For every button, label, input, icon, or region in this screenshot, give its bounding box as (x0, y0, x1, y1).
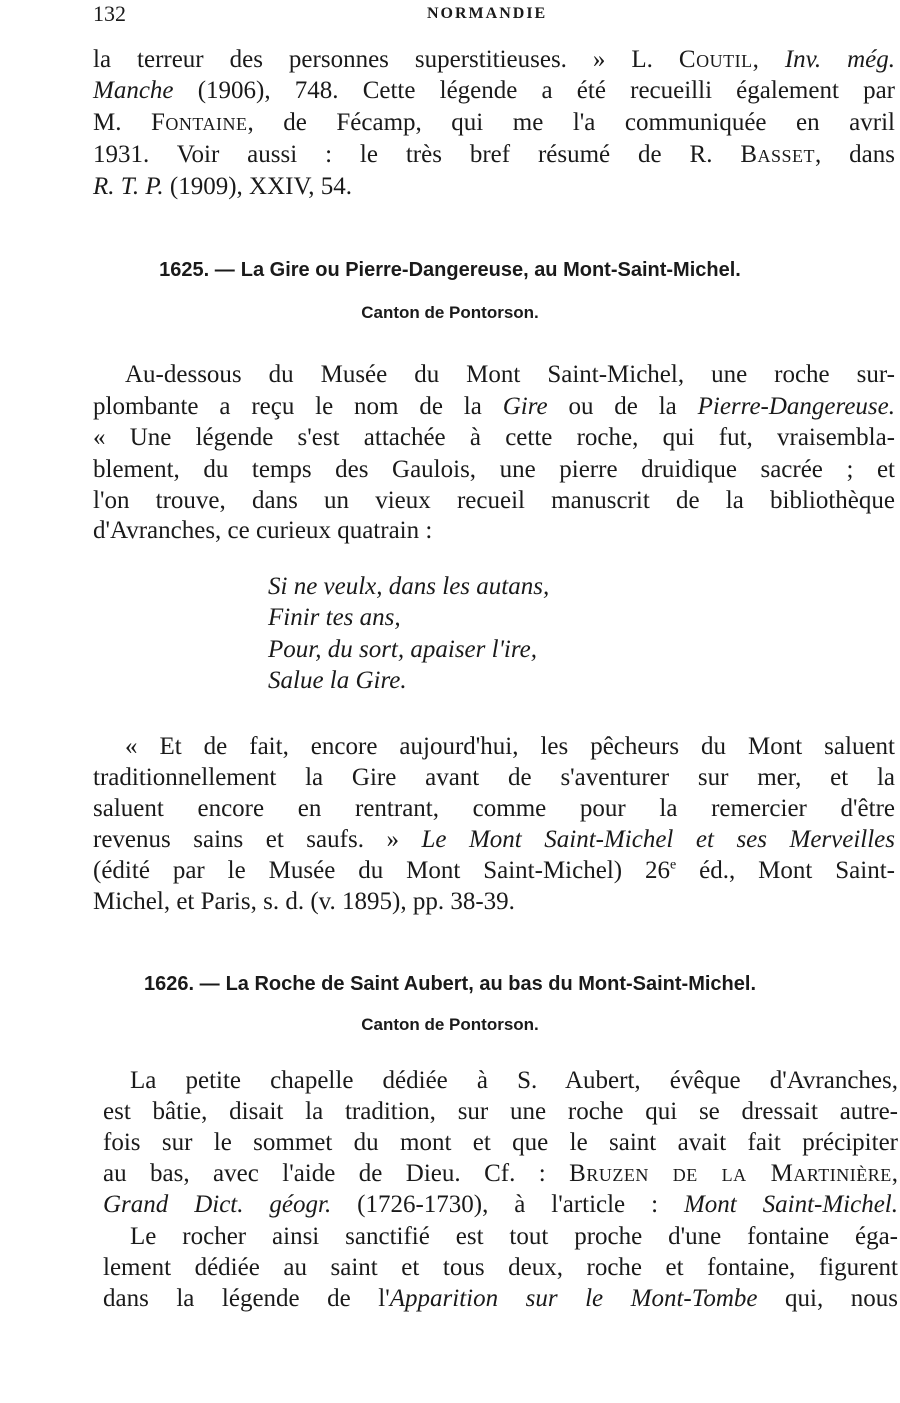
verse-line: Salue la Gire. (268, 667, 407, 694)
text-line: 1931. Voir aussi : le très bref résumé de R. Basset, dans (93, 141, 895, 168)
text-line: (édité par le Musée du Mont Saint-Michel) 26e éd., Mont Saint- (93, 857, 895, 884)
text-line: « Et de fait, encore aujourd'hui, les pêcheurs du Mont saluent (125, 733, 895, 760)
text-line: d'Avranches, ce curieux quatrain : (93, 517, 433, 544)
text-line: l'on trouve, dans un vieux recueil manuscrit de la bibliothèque (93, 487, 895, 514)
text-line: M. Fontaine, de Fécamp, qui me l'a communiquée en avril (93, 109, 895, 136)
text-line: blement, du temps des Gaulois, une pierre druidique sacrée ; et (93, 456, 895, 483)
verse-line: Finir tes ans, (268, 604, 401, 631)
canton-subheading: Canton de Pontorson. (361, 1015, 539, 1034)
page-number: 132 (93, 1, 126, 26)
verse-line: Pour, du sort, apaiser l'ire, (268, 636, 538, 663)
text-line: fois sur le sommet du mont et que le saint avait fait précipiter (103, 1129, 898, 1156)
text-line: plombante a reçu le nom de la Gire ou de la Pierre-Dangereuse. (93, 393, 895, 420)
text-line: « Une légende s'est attachée à cette roche, qui fut, vraisembla- (93, 424, 895, 451)
text-line: R. T. P. (1909), XXIV, 54. (93, 173, 353, 200)
text-line: Manche (1906), 748. Cette légende a été recueilli également par (93, 77, 895, 104)
text-line: Michel, et Paris, s. d. (v. 1895), pp. 38-39. (93, 888, 515, 915)
text-line: Le rocher ainsi sanctifié est tout proche d'une fontaine éga- (130, 1223, 898, 1250)
text-line: dans la légende de l'Apparition sur le Mont-Tombe qui, nous (103, 1285, 898, 1312)
text-line: revenus sains et saufs. » Le Mont Saint-Michel et ses Merveilles (93, 826, 896, 853)
text-line: lement dédiée au saint et tous deux, roche et fontaine, figurent (103, 1254, 898, 1281)
text-line: traditionnellement la Gire avant de s'aventurer sur mer, et la (93, 764, 895, 791)
section-heading-1626: 1626. — La Roche de Saint Aubert, au bas du Mont-Saint-Michel. (143, 973, 757, 995)
text-line: au bas, avec l'aide de Dieu. Cf. : Bruzen de la Martinière, (103, 1160, 898, 1187)
section-heading-1625: 1625. — La Gire ou Pierre-Dangereuse, au Mont-Saint-Michel. (159, 259, 741, 281)
text-line: saluent encore en rentrant, comme pour la remercier d'être (93, 795, 895, 822)
canton-subheading: Canton de Pontorson. (361, 303, 539, 322)
text-line: Au-dessous du Musée du Mont Saint-Michel, une roche sur- (125, 361, 895, 388)
text-line: Grand Dict. géogr. (1726-1730), à l'article : Mont Saint-Michel. (103, 1191, 898, 1218)
text-line: la terreur des personnes superstitieuses. » L. Coutil, Inv. még. (93, 46, 896, 73)
verse-line: Si ne veulx, dans les autans, (268, 573, 550, 600)
running-title: NORMANDIE (427, 5, 548, 22)
text-line: La petite chapelle dédiée à S. Aubert, évêque d'Avranches, (130, 1067, 898, 1094)
text-line: est bâtie, disait la tradition, sur une roche qui se dressait autre- (103, 1098, 898, 1125)
